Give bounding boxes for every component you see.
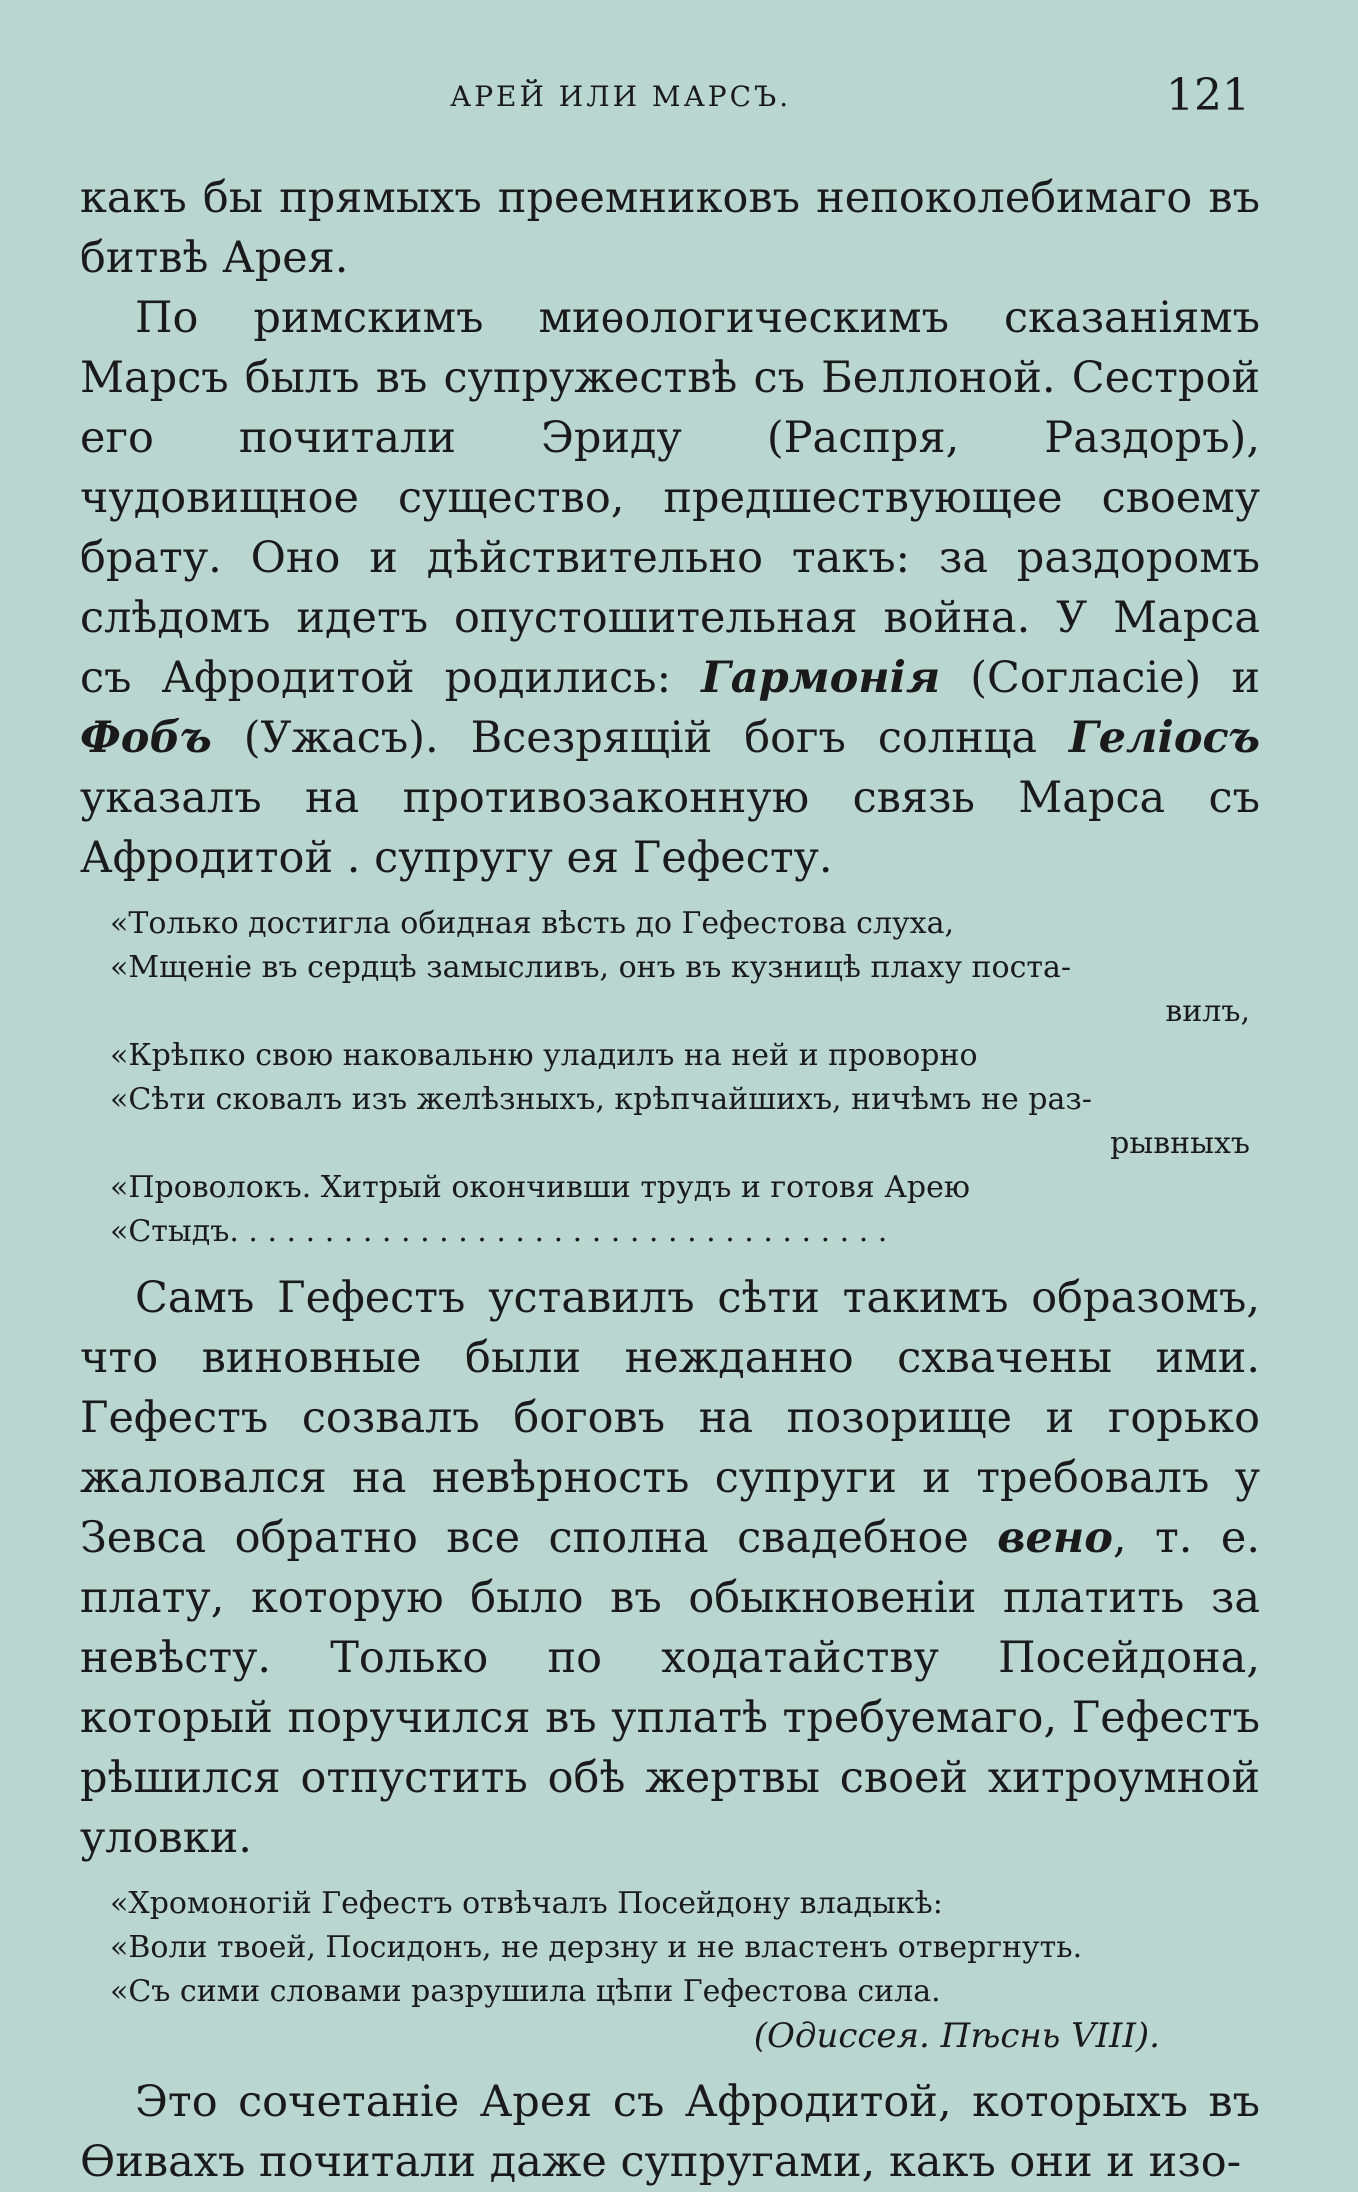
paragraph-2-text-d: указалъ на противозаконную связь Марса съ Афродитой . супругу ея Гефесту.	[80, 773, 1260, 883]
verse-line: «Хромоногій Гефестъ отвѣчалъ Посейдону владыкѣ:	[110, 1886, 943, 1921]
paragraph-2-text-a: По римскимъ миѳологическимъ сказаніямъ Марсъ былъ въ супружествѣ съ Беллоной. Сестрой его почитали Эриду (Распря, Раздоръ), чудовищное существо, предшествующее своему брату. Оно и дѣйствительно такъ: за раздоромъ слѣдомъ идетъ опустошительная война. У Марса съ Афродитой родились:	[80, 293, 1260, 703]
verse-line-continuation: рывныхъ	[1110, 1126, 1250, 1161]
verse-line-continuation: вилъ,	[1165, 994, 1250, 1029]
verse-line: «Крѣпко свою наковальню уладилъ на ней и проворно	[110, 1038, 978, 1073]
paragraph-4: Это сочетаніе Арея съ Афродитой, которыхъ въ Ѳивахъ почитали даже супругами, какъ они и изо-	[80, 2077, 1260, 2187]
verse-quote-2	[110, 1882, 1260, 2058]
verse-line: «Только достигла обидная вѣсть до Гефестова слуха,	[110, 906, 955, 941]
paragraph-2	[80, 288, 1260, 888]
paragraph-3-text-b: , т. е. плату, которую было въ обыкновеніи платить за невѣсту. Только по ходатайству Посейдона, который поручился въ уплатѣ требуемаго, Гефестъ рѣшился отпустить обѣ жертвы своей хитроумной уловки.	[80, 1513, 1261, 1863]
page-body	[80, 168, 1260, 2192]
verse-line: «Сѣти сковалъ изъ желѣзныхъ, крѣпчайшихъ, ничѣмъ не раз-	[110, 1082, 1092, 1117]
name-harmonia: Гармонія	[701, 653, 941, 703]
name-phobos: Фобъ	[80, 713, 212, 763]
paragraph-3	[80, 1268, 1260, 1868]
paragraph-3-text-a: Самъ Гефестъ уставилъ сѣти такимъ образомъ, что виновные были нежданно схвачены ими. Гефестъ созвалъ боговъ на позорище и горько жаловался на невѣрность супруги и требовалъ у Зевса обратно все сполна свадебное	[80, 1273, 1260, 1563]
verse-line: «Стыдъ. . . . . . . . . . . . . . . . . . . . . . . . . . . . . . . . . . .	[110, 1214, 888, 1249]
page-header	[80, 70, 1278, 130]
citation: (Одиссея. Пѣснь VIII).	[753, 2016, 1160, 2056]
verse-line: «Воли твоей, Посидонъ, не дерзну и не властенъ отвергнуть.	[110, 1930, 1083, 1965]
paragraph-2-text-b: (Согласіе) и	[940, 653, 1260, 703]
verse-quote-1	[110, 902, 1260, 1254]
paragraph-1: какъ бы прямыхъ преемниковъ непоколебимаго въ битвѣ Арея.	[80, 173, 1260, 283]
verse-line: «Мщеніе въ сердцѣ замысливъ, онъ въ кузницѣ плаху поста-	[110, 950, 1072, 985]
name-helios: Геліосъ	[1069, 713, 1260, 763]
page-number: 121	[1166, 70, 1250, 121]
verse-line: «Проволокъ. Хитрый окончивши трудъ и готовя Арею	[110, 1170, 970, 1205]
verse-line: «Съ сими словами разрушила цѣпи Гефестова сила.	[110, 1974, 941, 2009]
running-head: АРЕЙ ИЛИ МАРСЪ.	[450, 80, 792, 113]
term-veno: вено	[997, 1513, 1113, 1563]
paragraph-2-text-c: (Ужасъ). Всезрящій богъ солнца	[211, 713, 1070, 763]
